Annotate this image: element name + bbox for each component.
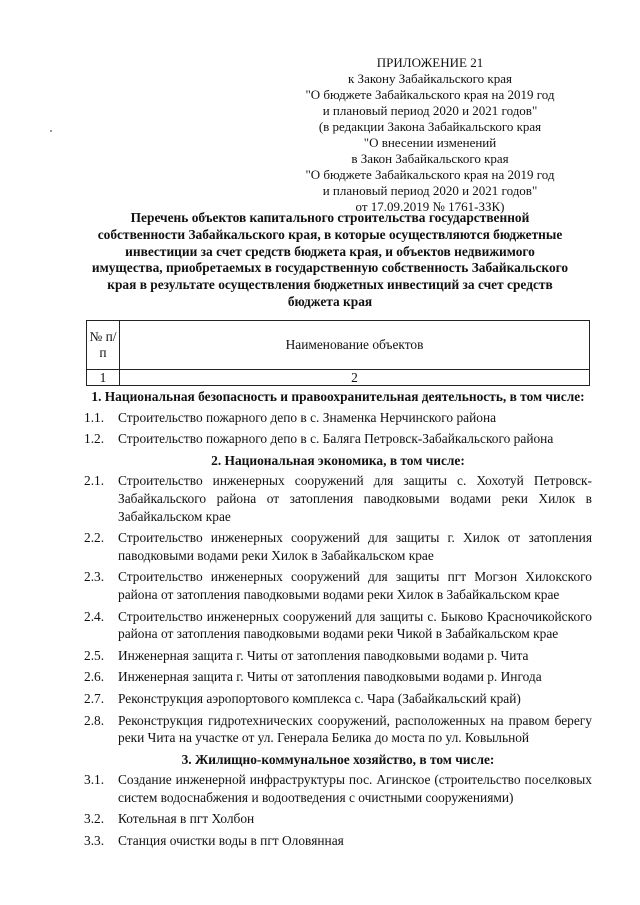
appendix-line: в Закон Забайкальского края bbox=[351, 151, 509, 166]
item-number: 2.7. bbox=[84, 690, 105, 706]
item-number: 2.1. bbox=[84, 473, 105, 489]
list-item bbox=[84, 712, 592, 747]
section-heading: 2. Национальная экономика, в том числе: bbox=[211, 452, 465, 468]
list-item bbox=[84, 832, 592, 850]
item-text: Строительство инженерных сооружений для защиты с. Хохотуй Петровск-Забайкальского района от затопления паводковыми водами реки Хилок в Забайкальском крае bbox=[118, 473, 592, 524]
item-number: 2.2. bbox=[84, 530, 105, 546]
item-text: Строительство инженерных сооружений для защиты с. Быково Красночикойского района от затопления паводковыми водами реки Чикой в Забайкальском крае bbox=[118, 608, 592, 642]
column-header-name: Наименование объектов bbox=[120, 321, 590, 370]
item-number: 1.2. bbox=[84, 431, 105, 447]
item-text: Инженерная защита г. Читы от затопления паводковыми водами р. Ингода bbox=[118, 669, 542, 685]
appendix-line: к Закону Забайкальского края bbox=[347, 71, 512, 86]
item-text: Строительство пожарного депо в с. Баляга Петровск-Забайкальского района bbox=[118, 431, 554, 447]
appendix-line: "О бюджете Забайкальского края на 2019 год bbox=[305, 167, 555, 182]
list-item bbox=[84, 690, 592, 708]
document-title: Перечень объектов капитального строительства государственной собственности Забайкальского края, в которые осуществляются бюджетные инвестиции за счет средств бюджета края, и объектов недвижимого имущества, приобретаемых в государственную собственность Забайкальского края в результате осуществления бюджетных инвестиций за счет средств бюджета края bbox=[91, 210, 569, 309]
item-number: 3.1. bbox=[84, 772, 105, 788]
item-number: 2.4. bbox=[84, 608, 105, 624]
item-number: 2.6. bbox=[84, 669, 105, 685]
item-text: Строительство пожарного депо в с. Знаменка Нерчинского района bbox=[118, 409, 497, 425]
appendix-line: (в редакции Закона Забайкальского края bbox=[318, 119, 542, 134]
item-text: Котельная в пгт Холбон bbox=[118, 811, 255, 827]
list-item bbox=[84, 810, 592, 828]
item-text: Инженерная защита г. Читы от затопления паводковыми водами р. Чита bbox=[118, 647, 529, 663]
list-item bbox=[84, 409, 592, 427]
item-text: Создание инженерной инфраструктуры пос. Агинское (строительство поселковых систем водоснабжения и водоотведения с очистными сооружениями) bbox=[118, 772, 592, 805]
appendix-line: от 17.09.2019 № 1761-ЗЗК) bbox=[355, 199, 505, 214]
appendix-line: ПРИЛОЖЕНИЕ 21 bbox=[376, 55, 484, 70]
column-number-1: 1 bbox=[87, 370, 120, 386]
objects-table-header bbox=[86, 320, 590, 386]
appendix-line: "О внесении изменений bbox=[363, 135, 497, 150]
scan-speck bbox=[50, 130, 52, 132]
appendix-line: "О бюджете Забайкальского края на 2019 год bbox=[305, 87, 555, 102]
list-item bbox=[84, 771, 592, 806]
list-item bbox=[84, 529, 592, 564]
item-number: 2.3. bbox=[84, 569, 105, 585]
column-header-number: № п/п bbox=[87, 321, 120, 370]
appendix-line: и плановый период 2020 и 2021 годов" bbox=[322, 183, 538, 198]
objects-list bbox=[84, 386, 592, 854]
section-heading: 1. Национальная безопасность и правоохранительная деятельность, в том числе: bbox=[91, 389, 585, 404]
list-item bbox=[84, 608, 592, 643]
item-text: Строительство инженерных сооружений для защиты пгт Могзон Хилокского района от затопления паводковыми водами реки Хилок в Забайкальском крае bbox=[118, 569, 592, 602]
item-text: Реконструкция аэропортового комплекса с. Чара (Забайкальский край) bbox=[118, 690, 521, 706]
appendix-line: и плановый период 2020 и 2021 годов" bbox=[322, 103, 538, 118]
item-number: 3.2. bbox=[84, 811, 105, 827]
list-item bbox=[84, 430, 592, 448]
item-text: Станция очистки воды в пгт Оловянная bbox=[118, 833, 344, 849]
list-item bbox=[84, 472, 592, 525]
item-number: 1.1. bbox=[84, 409, 105, 425]
item-number: 2.5. bbox=[84, 647, 105, 663]
item-number: 2.8. bbox=[84, 712, 105, 728]
list-item bbox=[84, 568, 592, 603]
column-number-2: 2 bbox=[120, 370, 590, 386]
list-item bbox=[84, 647, 592, 665]
appendix-header bbox=[300, 55, 560, 215]
list-item bbox=[84, 668, 592, 686]
section-heading: 3. Жилищно-коммунальное хозяйство, в том числе: bbox=[181, 751, 495, 767]
item-text: Реконструкция гидротехнических сооружений, расположенных на правом берегу реки Чита на участке от ул. Генерала Белика до моста по ул. Ковыльной bbox=[118, 712, 592, 746]
item-text: Строительство инженерных сооружений для защиты г. Хилок от затопления паводковыми водами реки Хилок в Забайкальском крае bbox=[118, 530, 592, 563]
item-number: 3.3. bbox=[84, 833, 105, 849]
